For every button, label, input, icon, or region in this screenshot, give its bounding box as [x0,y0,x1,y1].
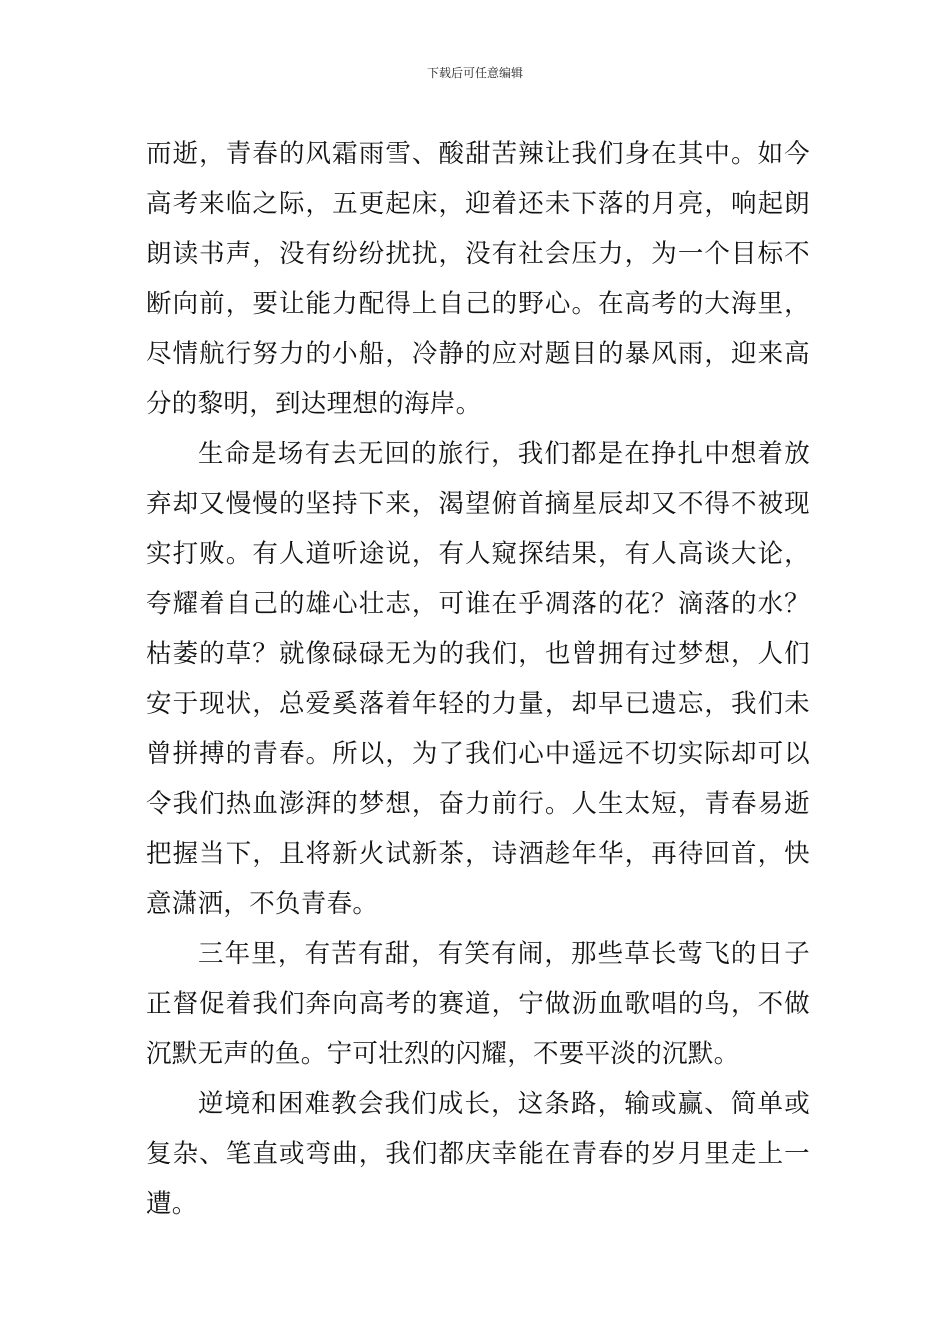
page-header: 下载后可任意编辑 [426,66,523,80]
paragraph: 逆境和困难教会我们成长，这条路，输或赢、简单或复杂、笔直或弯曲，我们都庆幸能在青春的岁月里走上一遭。 [146,1089,810,1219]
paragraph: 生命是场有去无回的旅行，我们都是在挣扎中想着放弃却又慢慢的坚持下来，渴望俯首摘星辰却又不得不被现实打败。有人道听途说，有人窥探结果，有人高谈大论，夸耀着自己的雄心壮志，可谁在乎凋落的花？滴落的水？枯萎的草？就像碌碌无为的我们，也曾拥有过梦想，人们安于现状，总爱奚落着年轻的力量，却早已遗忘，我们未曾拼搏的青春。所以，为了我们心中遥远不切实际却可以令我们热血澎湃的梦想，奋力前行。人生太短，青春易逝把握当下，且将新火试新茶，诗酒趁年华，再待回首，快意潇洒，不负青春。 [146,439,810,919]
document-body [146,129,810,1229]
paragraph-continuation: 而逝，青春的风霜雨雪、酸甜苦辣让我们身在其中。如今高考来临之际，五更起床，迎着还未下落的月亮，响起朗朗读书声，没有纷纷扰扰，没有社会压力，为一个目标不断向前，要让能力配得上自己的野心。在高考的大海里，尽情航行努力的小船，冷静的应对题目的暴风雨，迎来高分的黎明，到达理想的海岸。 [146,139,810,419]
paragraph: 三年里，有苦有甜，有笑有闹，那些草长莺飞的日子正督促着我们奔向高考的赛道，宁做沥血歌唱的鸟，不做沉默无声的鱼。宁可壮烈的闪耀，不要平淡的沉默。 [146,939,810,1069]
